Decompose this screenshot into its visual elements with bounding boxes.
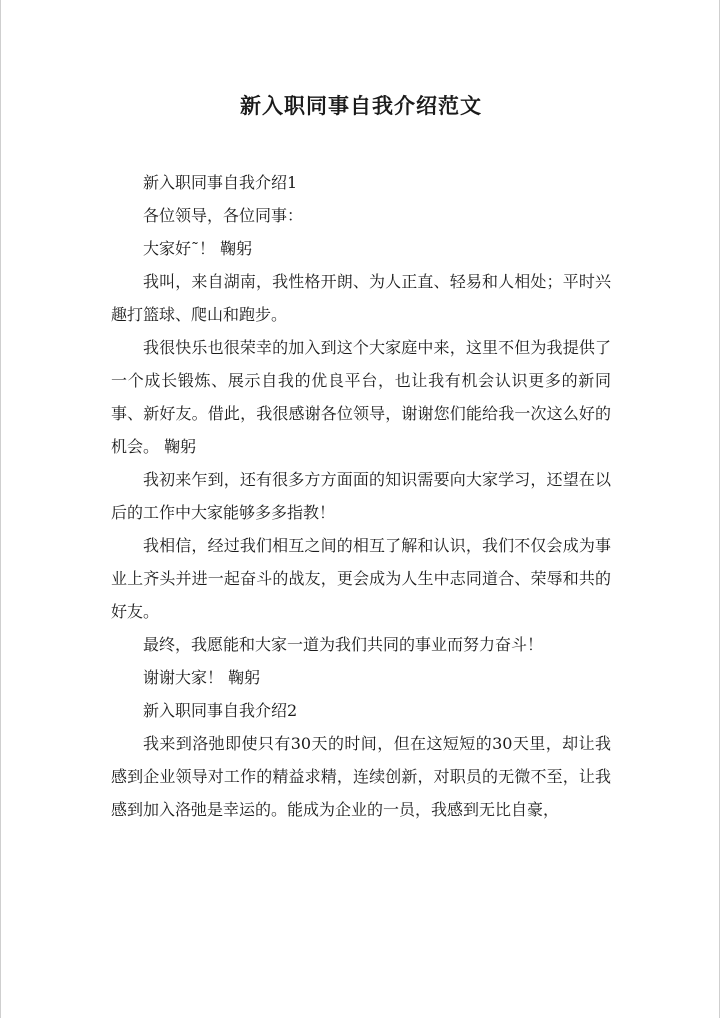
document-title: 新入职同事自我介绍范文 [240,93,482,118]
paragraph: 我很快乐也很荣幸的加入到这个大家庭中来，这里不但为我提供了一个成长锻炼、展示自我的优良平台，也让我有机会认识更多的新同事、新好友。借此，我很感谢各位领导，谢谢您们能给我一次这么好的机会。 鞠躬 [111,338,611,456]
paragraph: 新入职同事自我介绍1 [143,173,298,192]
paragraph: 最终，我愿能和大家一道为我们共同的事业而努力奋斗！ [143,635,544,654]
paragraph: 大家好˜！ 鞠躬 [143,239,253,258]
paragraph: 我初来乍到，还有很多方方面面的知识需要向大家学习，还望在以后的工作中大家能够多多指教！ [111,470,611,522]
paragraph: 我相信，经过我们相互之间的相互了解和认识，我们不仅会成为事业上齐头并进一起奋斗的战友，更会成为人生中志同道合、荣辱和共的好友。 [111,536,611,621]
paragraph: 我来到洛弛即使只有30天的时间，但在这短短的30天里，却让我感到企业领导对工作的精益求精，连续创新，对职员的无微不至，让我感到加入洛弛是幸运的。能成为企业的一员，我感到无比自豪， [111,734,611,819]
paragraph: 我叫，来自湖南，我性格开朗、为人正直、轻易和人相处；平时兴趣打篮球、爬山和跑步。 [111,272,611,324]
paragraph: 谢谢大家！ 鞠躬 [143,668,261,687]
paragraph: 各位领导，各位同事： [143,206,304,225]
paragraph: 新入职同事自我介绍2 [143,701,298,720]
document-body [111,166,611,826]
